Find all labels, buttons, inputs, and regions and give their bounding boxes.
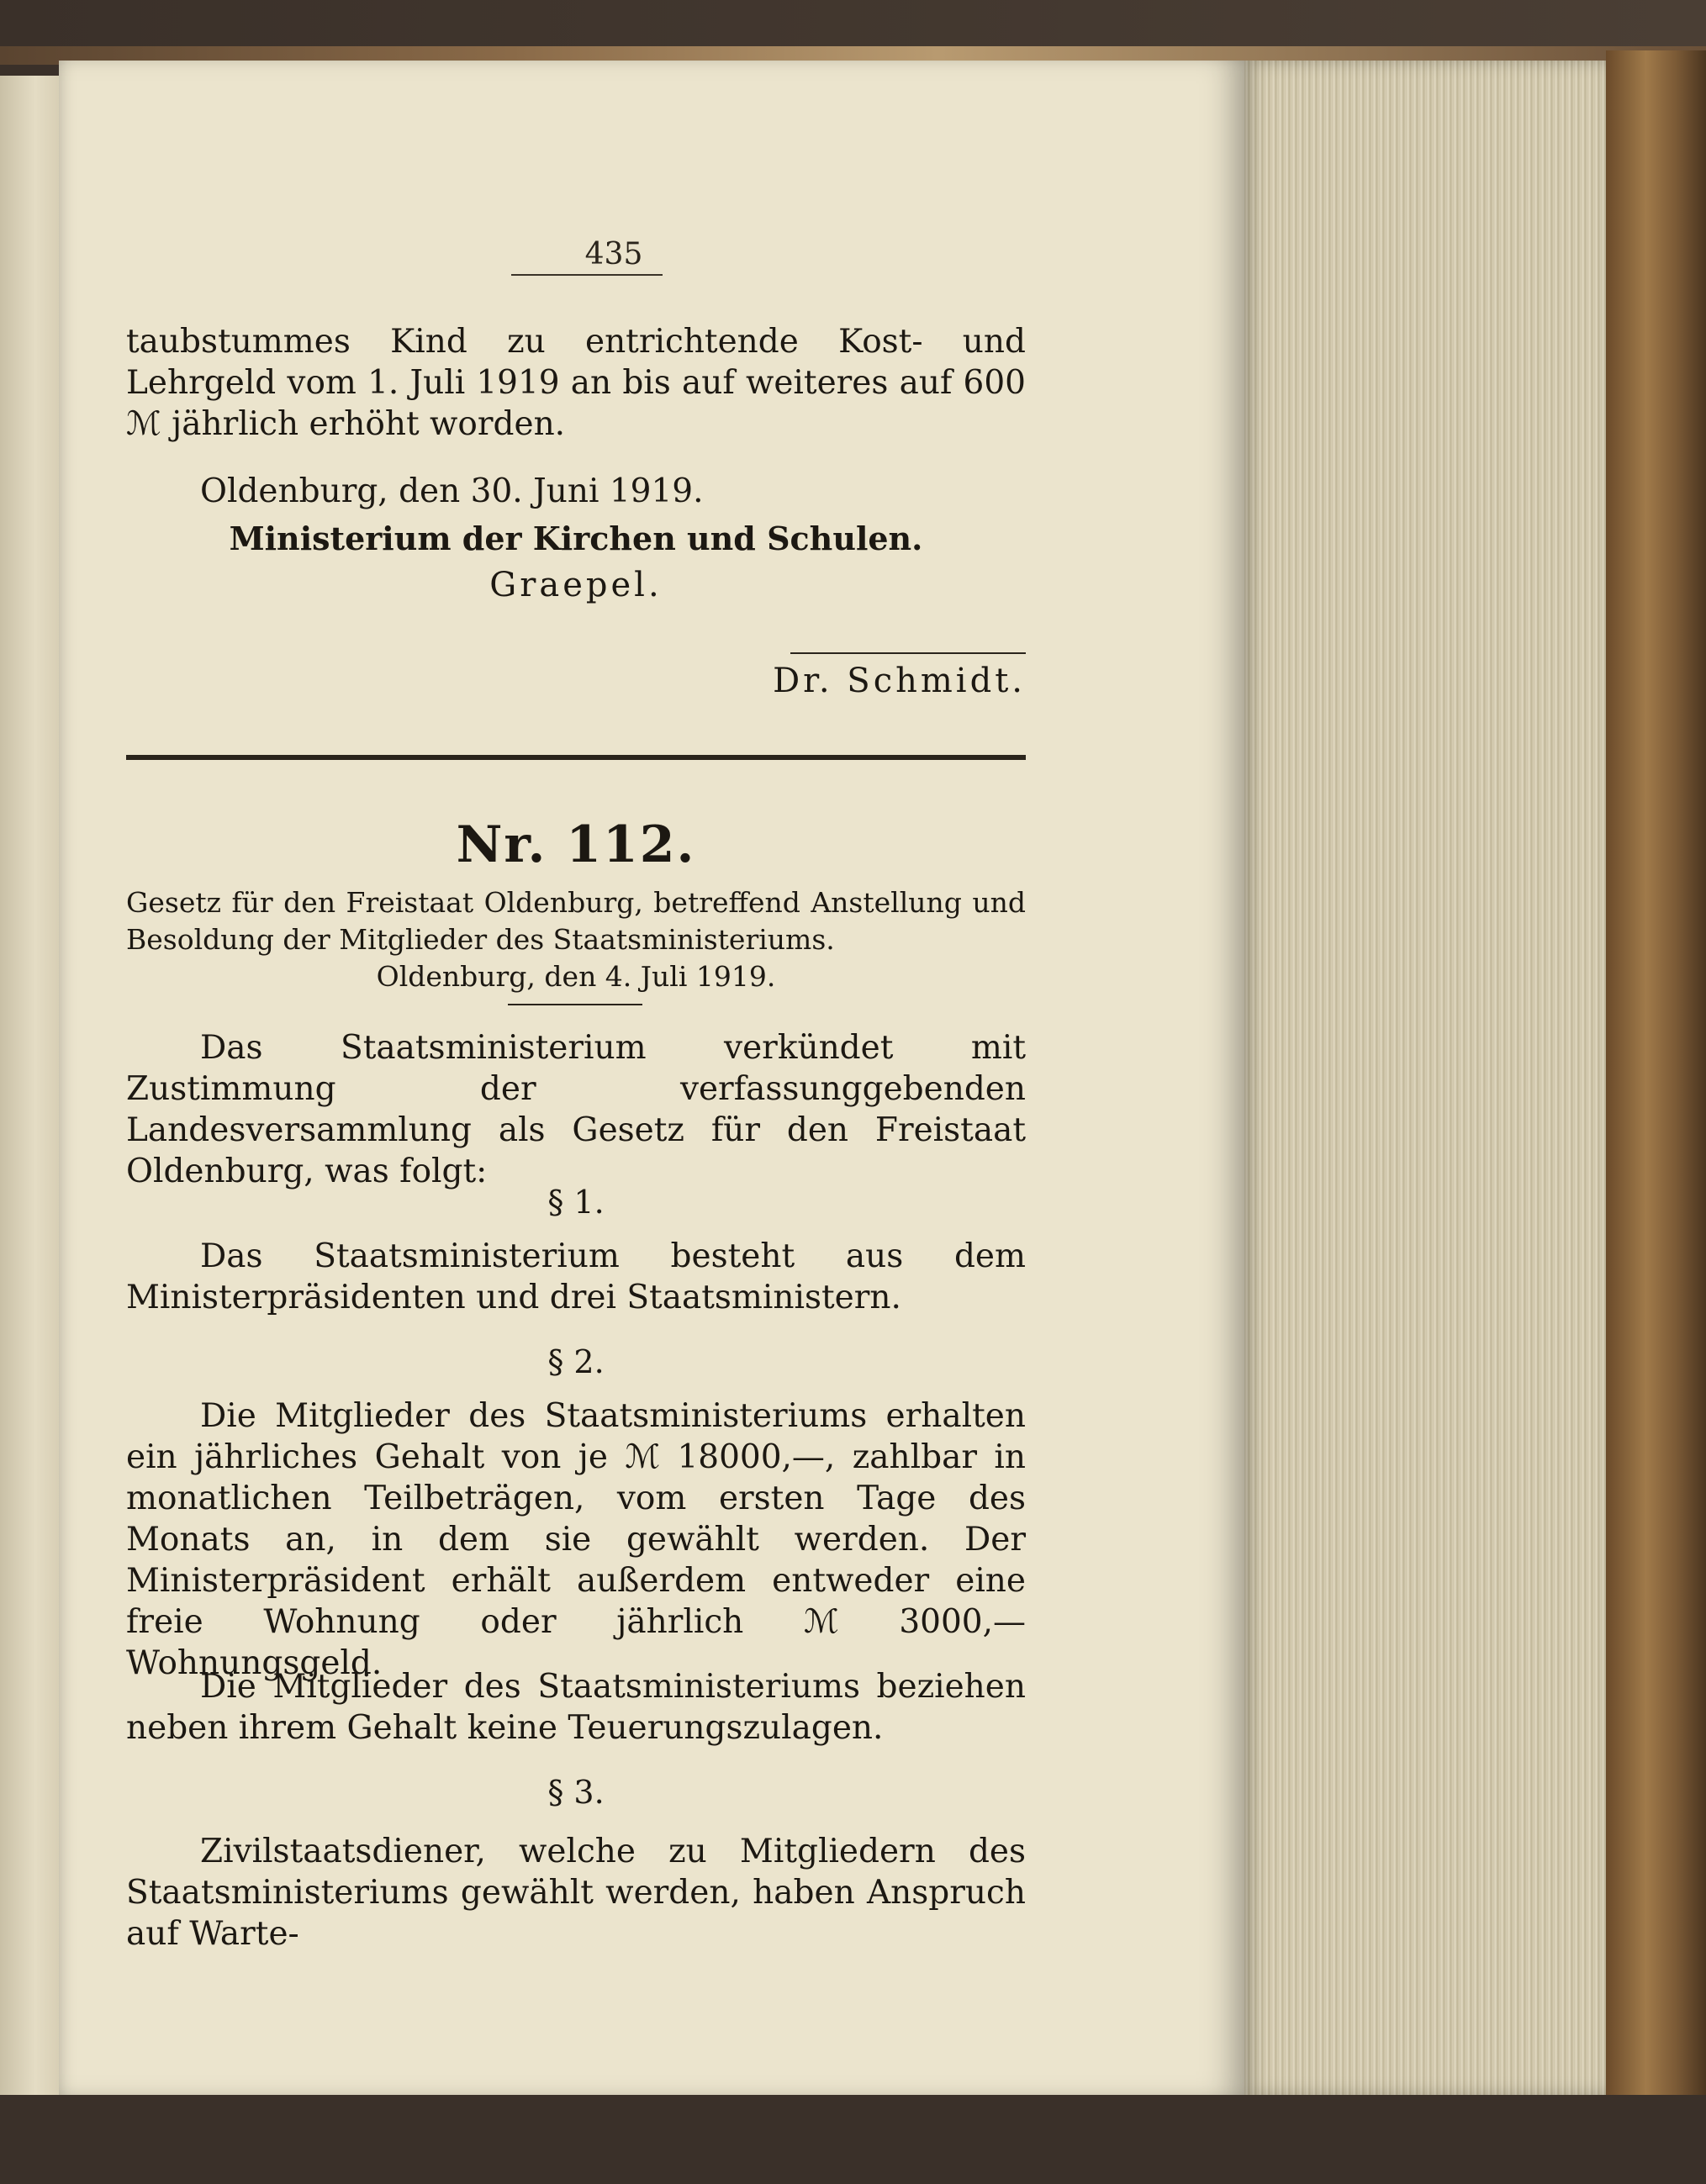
signature-graepel: Graepel.	[489, 566, 663, 604]
law-title: Gesetz für den Freistaat Oldenburg, betreffend Anstellung und Besoldung der Mitglieder des Staatsministeriums.	[126, 886, 1026, 956]
section-2-text-b: Die Mitglieder des Staatsministeriums beziehen neben ihrem Gehalt keine Teuerungszulagen.	[126, 1668, 1026, 1747]
page-number-rule	[511, 274, 663, 276]
section-2-text-a-block	[126, 1395, 1026, 1684]
ministry-block	[126, 518, 1026, 559]
section-2-text-b-block	[126, 1666, 1026, 1749]
preamble-block	[126, 1027, 1026, 1192]
ministry-name: Ministerium der Kirchen und Schulen.	[229, 520, 923, 557]
book-bottom-edge	[0, 2095, 1706, 2184]
section-divider-rule	[126, 755, 1026, 760]
book-cover-board	[1606, 50, 1706, 2135]
section-3-heading: § 3.	[547, 1774, 605, 1811]
section-2-text-a: Die Mitglieder des Staatsministeriums erhalten ein jährliches Gehalt von je ℳ 18000,—, zahlbar in monatlichen Teilbeträgen, vom ersten Tage des Monats an, in dem sie gewählt werden. Der Ministerpräsident erhält außerdem entweder eine freie Wohnung oder jährlich ℳ 3000,— Wohnungsgeld.	[126, 1397, 1026, 1682]
section-3-text: Zivilstaatsdiener, welche zu Mitgliedern des Staatsministeriums gewählt werden, haben Anspruch auf Warte-	[126, 1833, 1026, 1953]
top-paragraph: taubstummes Kind zu entrichtende Kost- und Lehrgeld vom 1. Juli 1919 an bis auf weiteres auf 600 ℳ jährlich erhöht worden.	[126, 323, 1026, 443]
signature-rule	[790, 652, 1026, 654]
law-date: Oldenburg, den 4. Juli 1919.	[376, 960, 776, 993]
top-paragraph-block	[126, 321, 1026, 445]
preamble-text: Das Staatsministerium verkündet mit Zustimmung der verfassunggebenden Landesversammlung als Gesetz für den Freistaat Oldenburg, was folgt:	[126, 1029, 1026, 1190]
law-title-block	[126, 884, 1026, 958]
section-3-text-block	[126, 1831, 1026, 1955]
signature-schmidt: Dr. Schmidt.	[773, 662, 1026, 700]
signature-1-block	[126, 565, 1026, 606]
section-2-head-block	[126, 1342, 1026, 1383]
signature-2-block	[126, 661, 1026, 702]
nr-title-block	[126, 815, 1026, 874]
section-1-text-block	[126, 1236, 1026, 1318]
law-date-rule	[508, 1004, 642, 1005]
section-1-text: Das Staatsministerium besteht aus dem Ministerpräsidenten und drei Staatsministern.	[126, 1237, 1026, 1316]
section-2-heading: § 2.	[547, 1343, 605, 1380]
left-page-edge	[0, 76, 61, 2110]
law-number-title: Nr. 112.	[456, 815, 696, 874]
law-date-block	[126, 958, 1026, 995]
page-number: 435	[584, 237, 643, 272]
page-block-edges	[1244, 61, 1606, 2095]
dateline-1: Oldenburg, den 30. Juni 1919.	[200, 472, 704, 510]
dateline-1-block	[126, 471, 1026, 512]
section-3-head-block	[126, 1772, 1026, 1813]
section-1-heading: § 1.	[547, 1184, 605, 1221]
section-1-head-block	[126, 1182, 1026, 1223]
